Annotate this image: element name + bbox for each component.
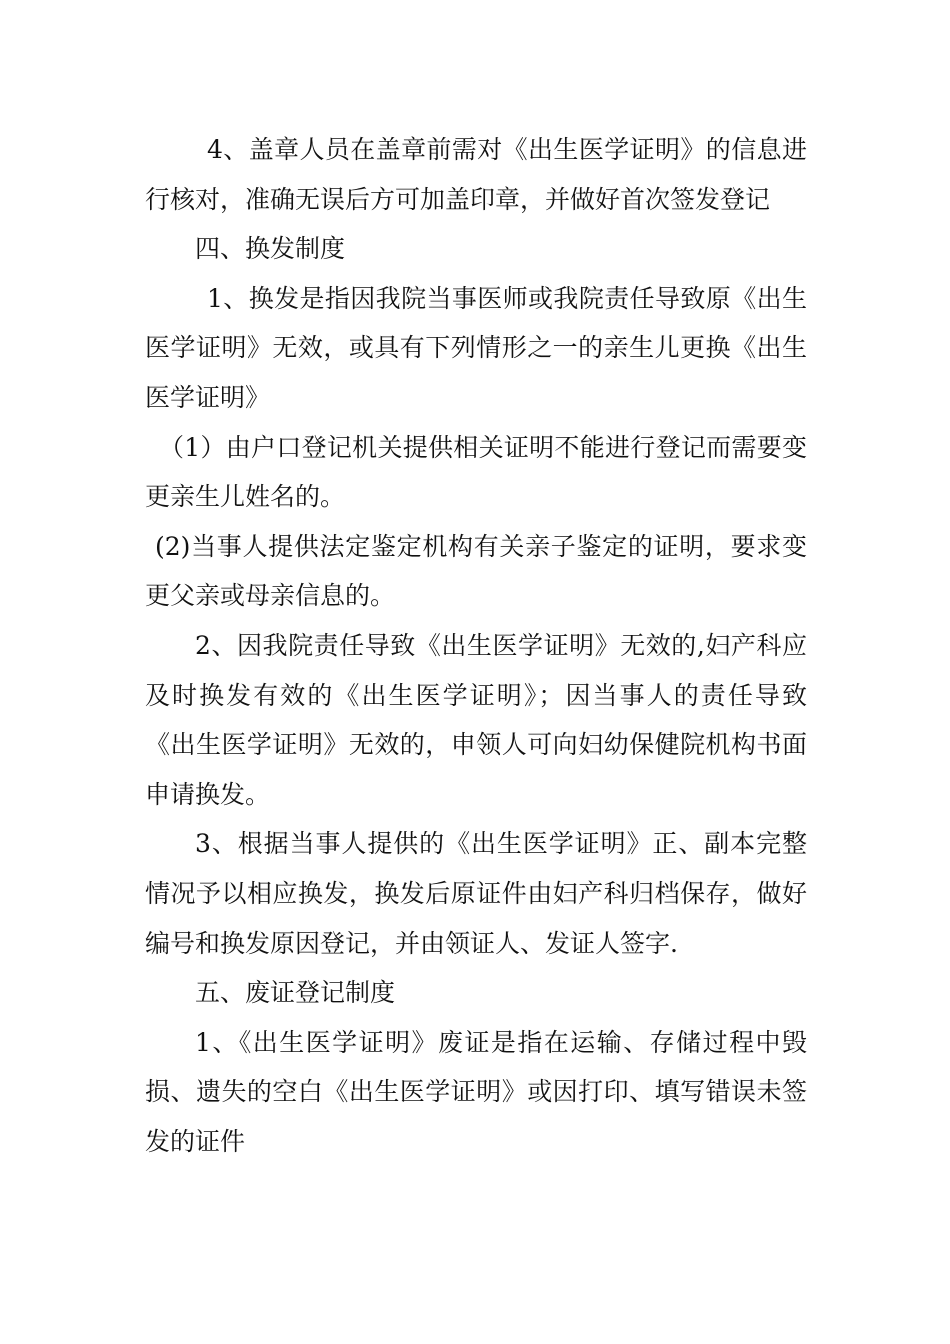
paragraph-reissue-definition: 1、换发是指因我院当事医师或我院责任导致原《出生医学证明》无效，或具有下列情形之一的亲生儿更换《出生医学证明》 [145, 283, 807, 412]
paragraph-void-definition: 1、《出生医学证明》废证是指在运输、存储过程中毁损、遗失的空白《出生医学证明》或因打印、填写错误未签发的证件 [145, 1027, 807, 1156]
section-heading-reissue: 四、换发制度 [195, 234, 346, 264]
paragraph-item-4-stamp-check: 4、盖章人员在盖章前需对《出生医学证明》的信息进行核对，准确无误后方可加盖印章，并做好首次签发登记 [145, 135, 807, 214]
section-heading-void-registration: 五、废证登记制度 [195, 978, 396, 1008]
paragraph-reissue-procedure: 3、根据当事人提供的《出生医学证明》正、副本完整情况予以相应换发，换发后原证件由妇产科归档保存，做好编号和换发原因登记，并由领证人、发证人签字. [145, 829, 807, 958]
paragraph-case-1: （1）由户口登记机关提供相关证明不能进行登记而需要变更亲生儿姓名的。 [145, 432, 807, 512]
document-body [145, 125, 807, 1166]
paragraph-reissue-responsibility: 2、因我院责任导致《出生医学证明》无效的,妇产科应及时换发有效的《出生医学证明》；因当事人的责任导致《出生医学证明》无效的，申领人可向妇幼保健院机构书面申请换发。 [145, 630, 807, 809]
paragraph-case-2: (2)当事人提供法定鉴定机构有关亲子鉴定的证明，要求变更父亲或母亲信息的。 [145, 531, 807, 611]
